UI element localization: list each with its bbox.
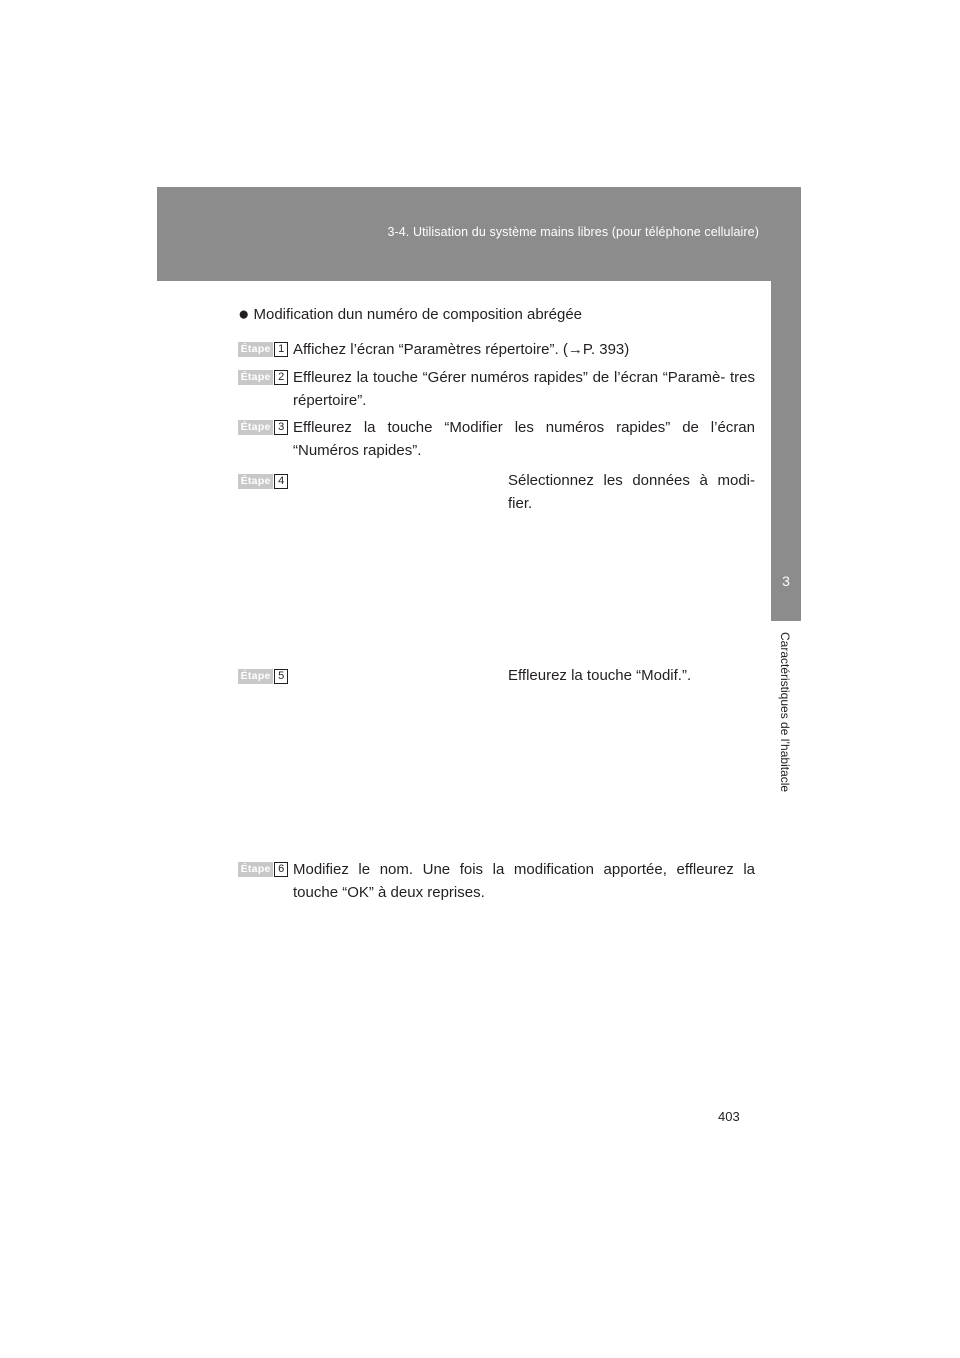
chapter-number: 3: [782, 573, 790, 589]
step-word: Étape: [238, 474, 273, 489]
step-label-4: [238, 474, 288, 489]
step-word: Étape: [238, 420, 273, 435]
step-text-4: Sélectionnez les données à modi- fier.: [508, 472, 755, 512]
step-text-2: Effleurez la touche “Gérer numéros rapides” de l’écran “Paramè- tres répertoire”.: [293, 369, 755, 409]
step-label-6: [238, 862, 288, 877]
section-heading: [238, 306, 582, 323]
step-number: 3: [274, 420, 288, 435]
step-label-3: [238, 420, 288, 435]
step-label-1: [238, 342, 288, 357]
step-word: Étape: [238, 669, 273, 684]
step-text-3: Effleurez la touche “Modifier les numéros rapides” de l’écran “Numéros rapides”.: [293, 419, 755, 459]
step-word: Étape: [238, 370, 273, 385]
step-number: 1: [274, 342, 288, 357]
section-heading-text: Modification dun numéro de composition abrégée: [253, 306, 583, 323]
step-text-6: Modifiez le nom. Une fois la modification apportée, effleurez la touche “OK” à deux reprises.: [293, 861, 755, 901]
step-word: Étape: [238, 342, 273, 357]
section-title: 3-4. Utilisation du système mains libres (pour téléphone cellulaire): [387, 225, 759, 239]
step-text-1: Affichez l’écran “Paramètres répertoire”. (→P. 393): [293, 341, 630, 358]
step-number: 5: [274, 669, 288, 684]
step-number: 2: [274, 370, 288, 385]
step-label-2: [238, 370, 288, 385]
page-number: 403: [718, 1109, 740, 1124]
step-word: Étape: [238, 862, 273, 877]
step-label-5: [238, 669, 288, 684]
chapter-tab: [771, 281, 801, 621]
step-number: 4: [274, 474, 288, 489]
bullet-icon: ●: [238, 304, 250, 325]
step-number: 6: [274, 862, 288, 877]
chapter-label: Caractéristiques de l’habitacle: [778, 632, 792, 793]
header-band: [157, 187, 801, 281]
step-text-5: Effleurez la touche “Modif.”.: [508, 667, 692, 684]
